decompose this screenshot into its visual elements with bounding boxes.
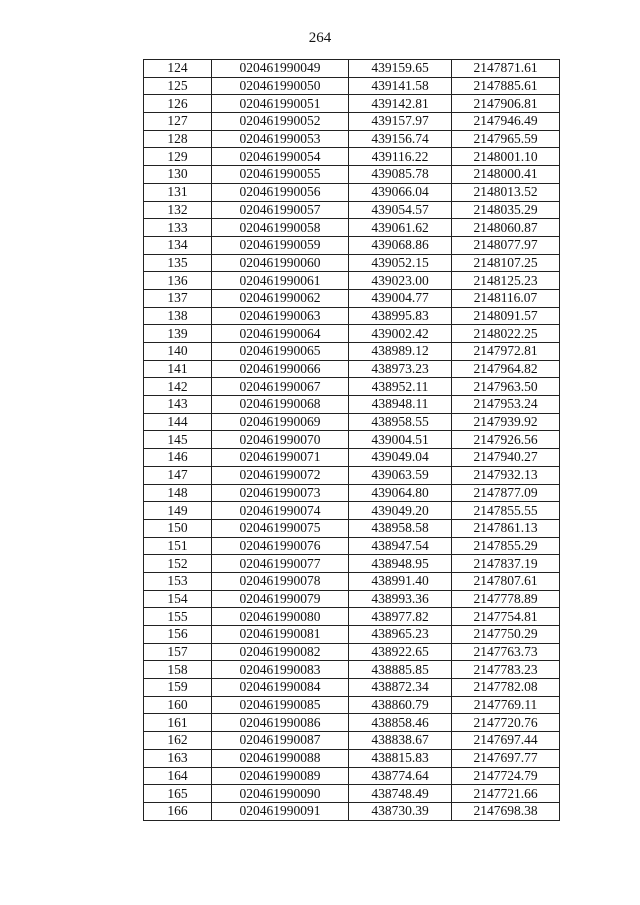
table-row [144, 166, 560, 184]
x-coordinate-cell: 438965.23 [349, 626, 452, 644]
point-number-cell: 125 [144, 77, 212, 95]
point-code-cell: 020461990064 [212, 325, 349, 343]
table-row [144, 201, 560, 219]
point-code-cell: 020461990087 [212, 732, 349, 750]
table-row [144, 60, 560, 78]
x-coordinate-cell: 439156.74 [349, 130, 452, 148]
y-coordinate-cell: 2147964.82 [452, 360, 560, 378]
x-coordinate-cell: 439002.42 [349, 325, 452, 343]
table-row [144, 378, 560, 396]
x-coordinate-cell: 438991.40 [349, 572, 452, 590]
point-code-cell: 020461990088 [212, 749, 349, 767]
coordinates-table-body [144, 60, 560, 821]
point-code-cell: 020461990085 [212, 696, 349, 714]
point-number-cell: 143 [144, 396, 212, 414]
point-number-cell: 140 [144, 343, 212, 361]
x-coordinate-cell: 438948.95 [349, 555, 452, 573]
y-coordinate-cell: 2147697.44 [452, 732, 560, 750]
point-number-cell: 144 [144, 413, 212, 431]
x-coordinate-cell: 438958.55 [349, 413, 452, 431]
x-coordinate-cell: 439141.58 [349, 77, 452, 95]
point-code-cell: 020461990090 [212, 785, 349, 803]
point-number-cell: 163 [144, 749, 212, 767]
point-code-cell: 020461990079 [212, 590, 349, 608]
x-coordinate-cell: 438952.11 [349, 378, 452, 396]
point-number-cell: 139 [144, 325, 212, 343]
x-coordinate-cell: 439004.51 [349, 431, 452, 449]
x-coordinate-cell: 438838.67 [349, 732, 452, 750]
y-coordinate-cell: 2148035.29 [452, 201, 560, 219]
y-coordinate-cell: 2147754.81 [452, 608, 560, 626]
point-code-cell: 020461990049 [212, 60, 349, 78]
x-coordinate-cell: 438774.64 [349, 767, 452, 785]
table-row [144, 183, 560, 201]
x-coordinate-cell: 439063.59 [349, 466, 452, 484]
x-coordinate-cell: 438958.58 [349, 519, 452, 537]
table-row [144, 431, 560, 449]
table-row [144, 643, 560, 661]
point-code-cell: 020461990050 [212, 77, 349, 95]
point-code-cell: 020461990077 [212, 555, 349, 573]
point-code-cell: 020461990052 [212, 113, 349, 131]
point-code-cell: 020461990060 [212, 254, 349, 272]
y-coordinate-cell: 2147871.61 [452, 60, 560, 78]
y-coordinate-cell: 2148116.07 [452, 289, 560, 307]
point-code-cell: 020461990061 [212, 272, 349, 290]
point-number-cell: 166 [144, 802, 212, 820]
table-row [144, 272, 560, 290]
table-row [144, 572, 560, 590]
x-coordinate-cell: 438977.82 [349, 608, 452, 626]
y-coordinate-cell: 2148013.52 [452, 183, 560, 201]
y-coordinate-cell: 2148077.97 [452, 236, 560, 254]
table-row [144, 307, 560, 325]
table-row [144, 484, 560, 502]
y-coordinate-cell: 2147972.81 [452, 343, 560, 361]
y-coordinate-cell: 2147906.81 [452, 95, 560, 113]
y-coordinate-cell: 2147807.61 [452, 572, 560, 590]
table-row [144, 590, 560, 608]
x-coordinate-cell: 438730.39 [349, 802, 452, 820]
page-number: 264 [308, 30, 332, 46]
y-coordinate-cell: 2147926.56 [452, 431, 560, 449]
point-code-cell: 020461990078 [212, 572, 349, 590]
table-row [144, 360, 560, 378]
point-code-cell: 020461990065 [212, 343, 349, 361]
y-coordinate-cell: 2147963.50 [452, 378, 560, 396]
point-code-cell: 020461990055 [212, 166, 349, 184]
point-number-cell: 151 [144, 537, 212, 555]
point-code-cell: 020461990066 [212, 360, 349, 378]
point-number-cell: 160 [144, 696, 212, 714]
point-code-cell: 020461990070 [212, 431, 349, 449]
y-coordinate-cell: 2148125.23 [452, 272, 560, 290]
point-number-cell: 155 [144, 608, 212, 626]
point-number-cell: 132 [144, 201, 212, 219]
x-coordinate-cell: 439004.77 [349, 289, 452, 307]
y-coordinate-cell: 2147724.79 [452, 767, 560, 785]
table-row [144, 77, 560, 95]
table-row [144, 148, 560, 166]
y-coordinate-cell: 2148022.25 [452, 325, 560, 343]
y-coordinate-cell: 2147778.89 [452, 590, 560, 608]
point-code-cell: 020461990054 [212, 148, 349, 166]
point-number-cell: 138 [144, 307, 212, 325]
point-number-cell: 127 [144, 113, 212, 131]
point-code-cell: 020461990083 [212, 661, 349, 679]
y-coordinate-cell: 2147965.59 [452, 130, 560, 148]
table-row [144, 95, 560, 113]
x-coordinate-cell: 439064.80 [349, 484, 452, 502]
table-row [144, 343, 560, 361]
point-number-cell: 156 [144, 626, 212, 644]
table-row [144, 113, 560, 131]
point-number-cell: 153 [144, 572, 212, 590]
x-coordinate-cell: 439049.04 [349, 449, 452, 467]
point-code-cell: 020461990056 [212, 183, 349, 201]
point-number-cell: 157 [144, 643, 212, 661]
table-row [144, 449, 560, 467]
table-row [144, 749, 560, 767]
y-coordinate-cell: 2147946.49 [452, 113, 560, 131]
y-coordinate-cell: 2148001.10 [452, 148, 560, 166]
point-code-cell: 020461990072 [212, 466, 349, 484]
y-coordinate-cell: 2147855.29 [452, 537, 560, 555]
y-coordinate-cell: 2148000.41 [452, 166, 560, 184]
table-row [144, 325, 560, 343]
table-row [144, 466, 560, 484]
table-row [144, 608, 560, 626]
y-coordinate-cell: 2147861.13 [452, 519, 560, 537]
point-number-cell: 129 [144, 148, 212, 166]
point-number-cell: 152 [144, 555, 212, 573]
x-coordinate-cell: 439157.97 [349, 113, 452, 131]
table-row [144, 254, 560, 272]
point-number-cell: 148 [144, 484, 212, 502]
point-code-cell: 020461990075 [212, 519, 349, 537]
x-coordinate-cell: 439068.86 [349, 236, 452, 254]
table-row [144, 555, 560, 573]
y-coordinate-cell: 2147877.09 [452, 484, 560, 502]
x-coordinate-cell: 438858.46 [349, 714, 452, 732]
y-coordinate-cell: 2147720.76 [452, 714, 560, 732]
x-coordinate-cell: 438748.49 [349, 785, 452, 803]
x-coordinate-cell: 439061.62 [349, 219, 452, 237]
x-coordinate-cell: 439085.78 [349, 166, 452, 184]
x-coordinate-cell: 438885.85 [349, 661, 452, 679]
point-number-cell: 159 [144, 679, 212, 697]
x-coordinate-cell: 438872.34 [349, 679, 452, 697]
y-coordinate-cell: 2147940.27 [452, 449, 560, 467]
point-number-cell: 134 [144, 236, 212, 254]
point-code-cell: 020461990073 [212, 484, 349, 502]
x-coordinate-cell: 438922.65 [349, 643, 452, 661]
x-coordinate-cell: 438947.54 [349, 537, 452, 555]
point-number-cell: 137 [144, 289, 212, 307]
table-row [144, 130, 560, 148]
y-coordinate-cell: 2147697.77 [452, 749, 560, 767]
point-code-cell: 020461990074 [212, 502, 349, 520]
x-coordinate-cell: 438995.83 [349, 307, 452, 325]
point-code-cell: 020461990082 [212, 643, 349, 661]
point-number-cell: 150 [144, 519, 212, 537]
table-row [144, 785, 560, 803]
x-coordinate-cell: 439054.57 [349, 201, 452, 219]
table-row [144, 396, 560, 414]
point-number-cell: 146 [144, 449, 212, 467]
point-code-cell: 020461990069 [212, 413, 349, 431]
y-coordinate-cell: 2147782.08 [452, 679, 560, 697]
x-coordinate-cell: 439052.15 [349, 254, 452, 272]
point-code-cell: 020461990068 [212, 396, 349, 414]
point-code-cell: 020461990063 [212, 307, 349, 325]
point-code-cell: 020461990053 [212, 130, 349, 148]
table-row [144, 626, 560, 644]
point-number-cell: 147 [144, 466, 212, 484]
y-coordinate-cell: 2147855.55 [452, 502, 560, 520]
coordinates-table [143, 59, 560, 821]
table-row [144, 413, 560, 431]
table-row [144, 679, 560, 697]
x-coordinate-cell: 439023.00 [349, 272, 452, 290]
y-coordinate-cell: 2148091.57 [452, 307, 560, 325]
point-code-cell: 020461990091 [212, 802, 349, 820]
x-coordinate-cell: 439142.81 [349, 95, 452, 113]
y-coordinate-cell: 2148107.25 [452, 254, 560, 272]
table-row [144, 236, 560, 254]
point-code-cell: 020461990067 [212, 378, 349, 396]
point-number-cell: 128 [144, 130, 212, 148]
point-code-cell: 020461990089 [212, 767, 349, 785]
x-coordinate-cell: 439049.20 [349, 502, 452, 520]
y-coordinate-cell: 2147763.73 [452, 643, 560, 661]
y-coordinate-cell: 2147721.66 [452, 785, 560, 803]
point-number-cell: 141 [144, 360, 212, 378]
y-coordinate-cell: 2147698.38 [452, 802, 560, 820]
y-coordinate-cell: 2147932.13 [452, 466, 560, 484]
point-number-cell: 131 [144, 183, 212, 201]
point-number-cell: 164 [144, 767, 212, 785]
point-number-cell: 145 [144, 431, 212, 449]
point-code-cell: 020461990058 [212, 219, 349, 237]
point-number-cell: 136 [144, 272, 212, 290]
y-coordinate-cell: 2147939.92 [452, 413, 560, 431]
x-coordinate-cell: 439066.04 [349, 183, 452, 201]
point-number-cell: 162 [144, 732, 212, 750]
point-code-cell: 020461990086 [212, 714, 349, 732]
table-row [144, 767, 560, 785]
point-code-cell: 020461990080 [212, 608, 349, 626]
table-row [144, 802, 560, 820]
point-code-cell: 020461990076 [212, 537, 349, 555]
point-number-cell: 133 [144, 219, 212, 237]
table-row [144, 219, 560, 237]
point-code-cell: 020461990059 [212, 236, 349, 254]
point-code-cell: 020461990051 [212, 95, 349, 113]
y-coordinate-cell: 2147885.61 [452, 77, 560, 95]
y-coordinate-cell: 2147769.11 [452, 696, 560, 714]
point-code-cell: 020461990084 [212, 679, 349, 697]
table-row [144, 696, 560, 714]
table-row [144, 289, 560, 307]
point-number-cell: 124 [144, 60, 212, 78]
table-row [144, 714, 560, 732]
x-coordinate-cell: 438989.12 [349, 343, 452, 361]
point-code-cell: 020461990062 [212, 289, 349, 307]
y-coordinate-cell: 2147837.19 [452, 555, 560, 573]
table-row [144, 537, 560, 555]
point-number-cell: 135 [144, 254, 212, 272]
table-row [144, 732, 560, 750]
point-number-cell: 161 [144, 714, 212, 732]
table-row [144, 661, 560, 679]
x-coordinate-cell: 439159.65 [349, 60, 452, 78]
point-code-cell: 020461990071 [212, 449, 349, 467]
point-number-cell: 126 [144, 95, 212, 113]
y-coordinate-cell: 2147783.23 [452, 661, 560, 679]
x-coordinate-cell: 438860.79 [349, 696, 452, 714]
y-coordinate-cell: 2147953.24 [452, 396, 560, 414]
point-number-cell: 149 [144, 502, 212, 520]
x-coordinate-cell: 438948.11 [349, 396, 452, 414]
x-coordinate-cell: 438815.83 [349, 749, 452, 767]
table-row [144, 502, 560, 520]
y-coordinate-cell: 2148060.87 [452, 219, 560, 237]
y-coordinate-cell: 2147750.29 [452, 626, 560, 644]
point-number-cell: 142 [144, 378, 212, 396]
point-number-cell: 130 [144, 166, 212, 184]
x-coordinate-cell: 439116.22 [349, 148, 452, 166]
point-number-cell: 158 [144, 661, 212, 679]
x-coordinate-cell: 438973.23 [349, 360, 452, 378]
point-number-cell: 154 [144, 590, 212, 608]
table-row [144, 519, 560, 537]
point-code-cell: 020461990081 [212, 626, 349, 644]
point-code-cell: 020461990057 [212, 201, 349, 219]
point-number-cell: 165 [144, 785, 212, 803]
x-coordinate-cell: 438993.36 [349, 590, 452, 608]
